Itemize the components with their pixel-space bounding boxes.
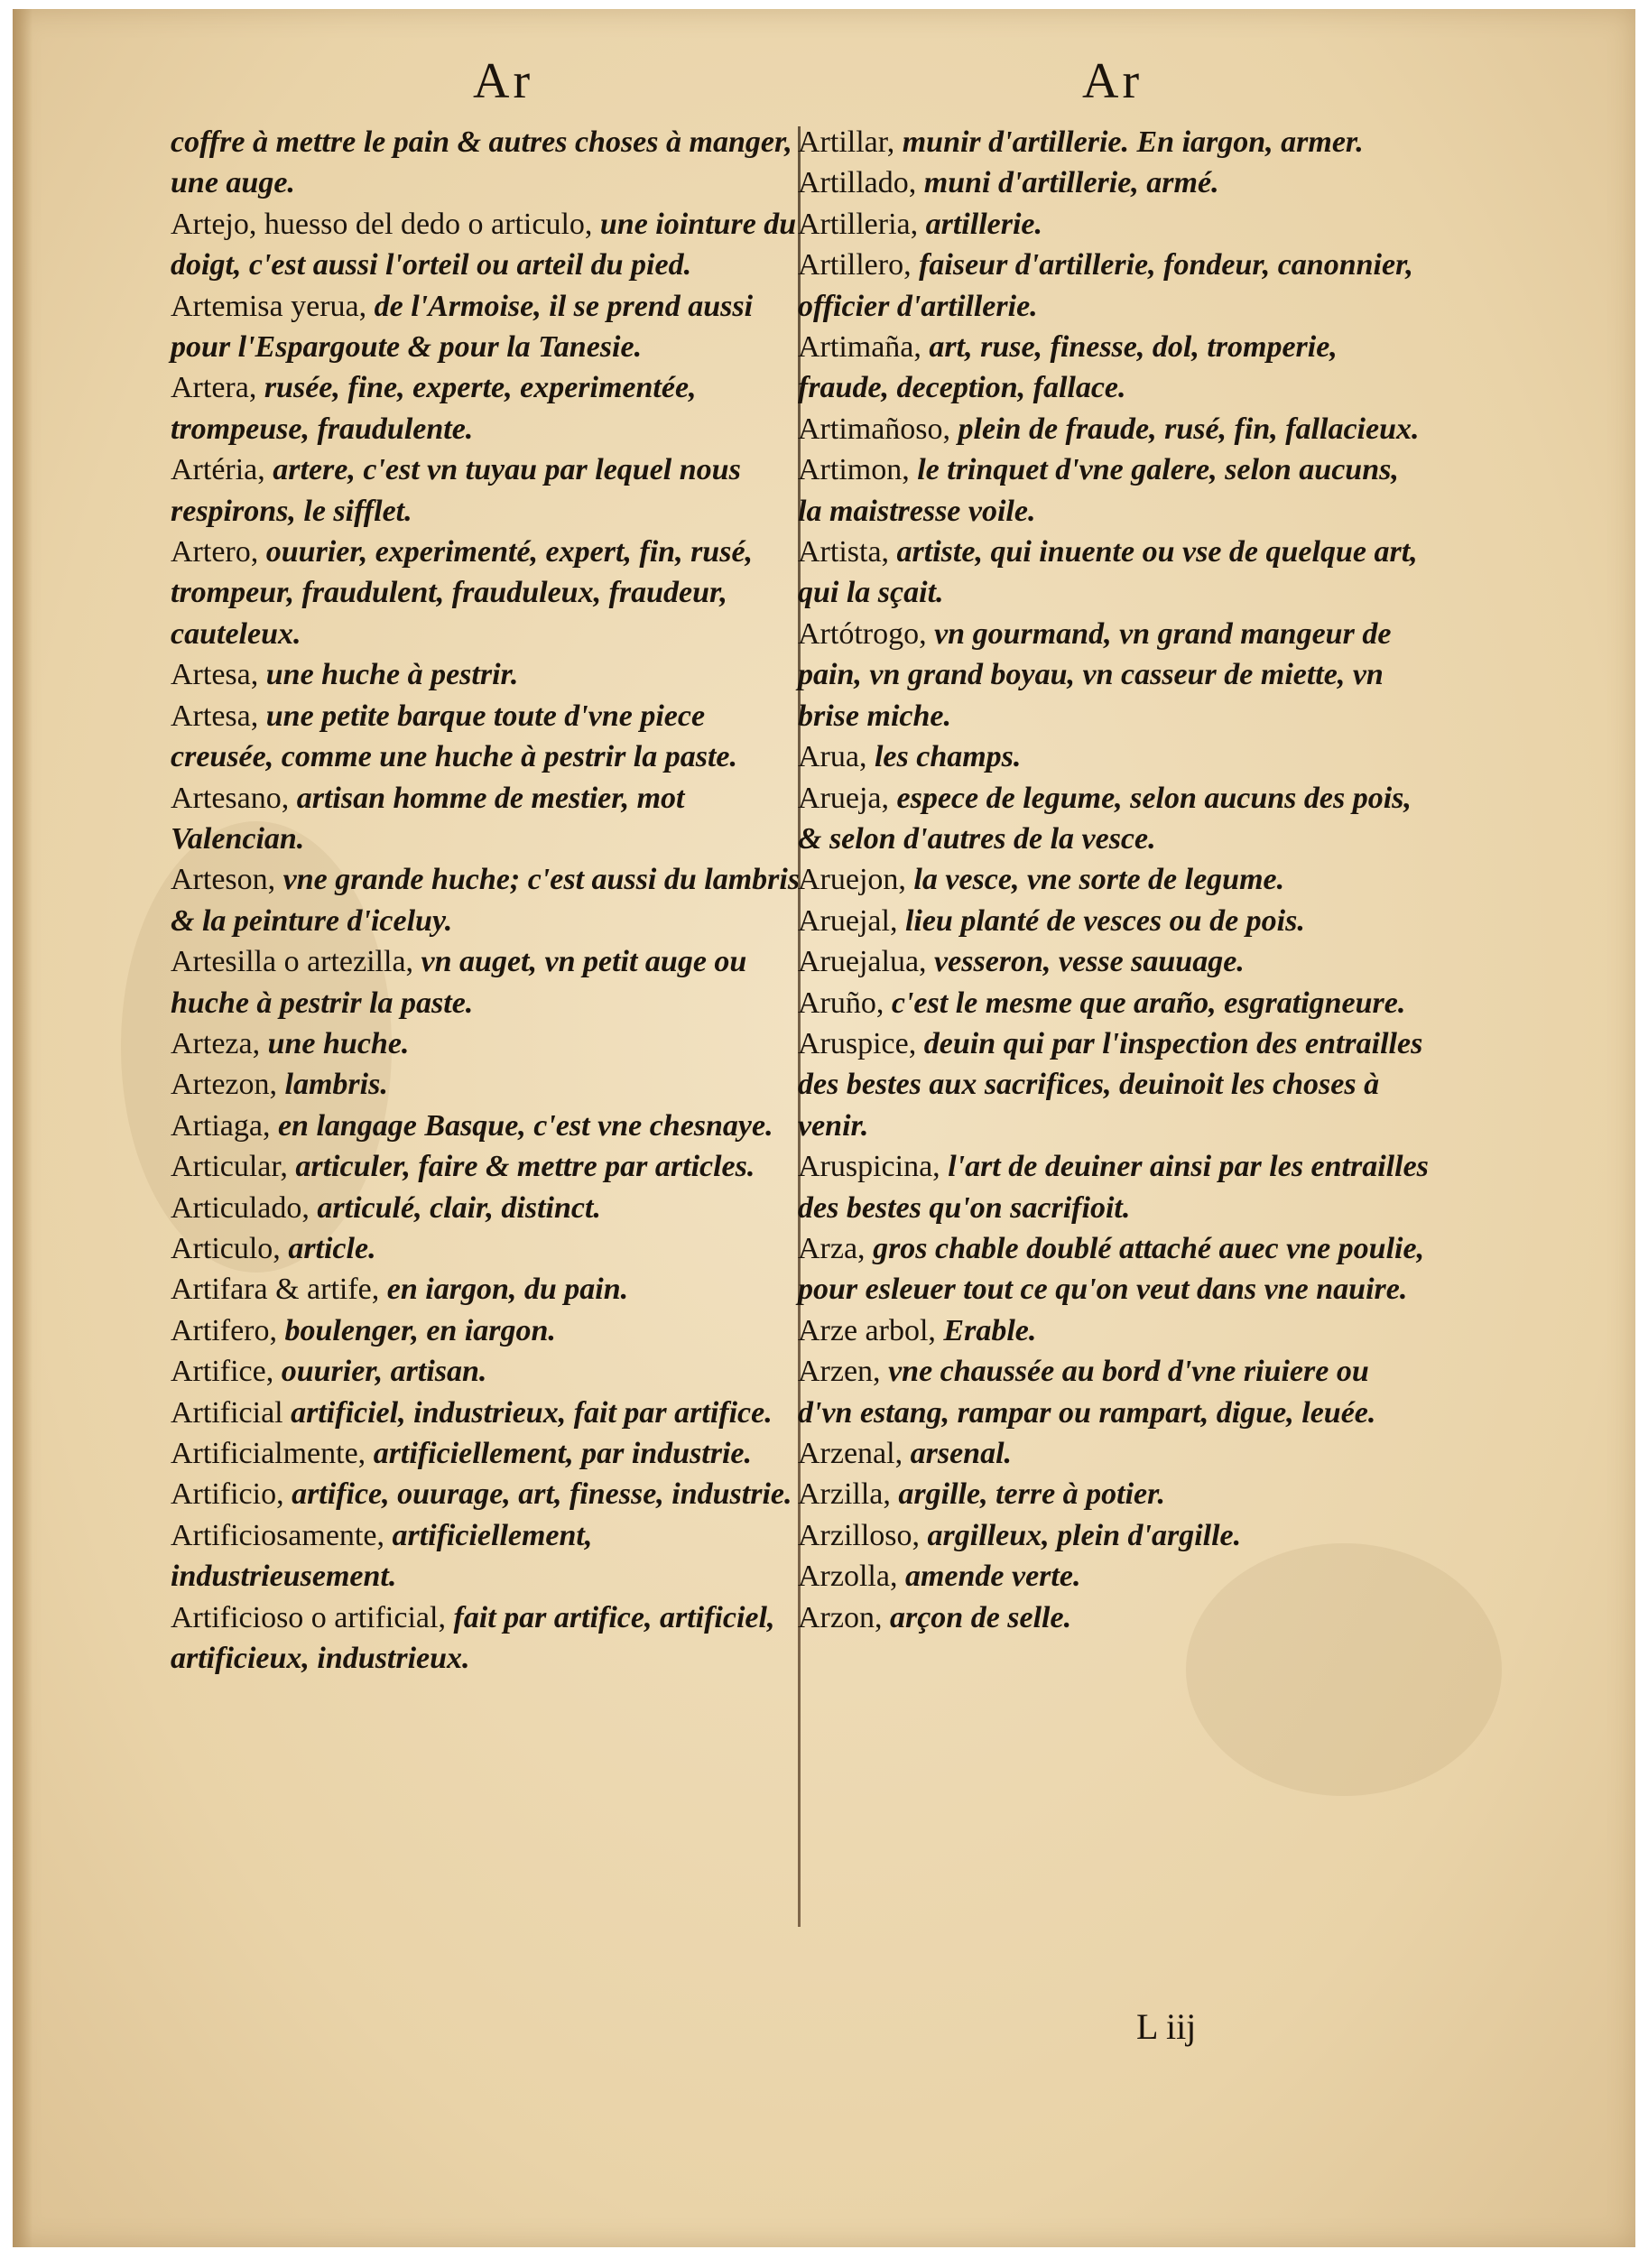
- dictionary-entry: [798, 736, 1430, 777]
- dictionary-entry: [171, 1393, 802, 1433]
- entry-headword: Articulo,: [171, 1231, 289, 1265]
- entry-headword: Artimon,: [798, 453, 918, 487]
- dictionary-entry: [798, 162, 1430, 203]
- dictionary-entry: [798, 449, 1430, 532]
- entry-headword: Artera,: [171, 371, 264, 405]
- entry-definition: le trinquet d'vne galere, selon aucuns, la maistresse voile.: [798, 453, 1399, 528]
- dictionary-entry: [171, 1023, 802, 1064]
- entry-headword: Artificialmente,: [171, 1437, 374, 1470]
- entry-headword: Artimaña,: [798, 330, 930, 365]
- entry-definition: art, ruse, finesse, dol, tromperie, fraude, deception, fallace.: [798, 330, 1338, 405]
- dictionary-entry: [171, 204, 802, 286]
- dictionary-entry: [171, 1474, 802, 1514]
- entry-definition: une huche à pestrir.: [265, 658, 519, 692]
- entry-headword: Arzolla,: [798, 1560, 905, 1594]
- entry-headword: Artemisa yerua,: [171, 289, 375, 323]
- entry-definition: en iargon, du pain.: [386, 1273, 629, 1307]
- dictionary-entry: [798, 1597, 1430, 1638]
- entry-headword: Arza,: [798, 1231, 874, 1265]
- entry-definition: c'est le mesme que araño, esgratigneure.: [891, 986, 1406, 1020]
- entry-definition: l'art de deuiner ainsi par les entrailles des bestes qu'on sacrifioit.: [798, 1150, 1429, 1225]
- entry-headword: Arze arbol,: [798, 1313, 944, 1347]
- dictionary-entry: [798, 1433, 1430, 1474]
- entry-headword: Aruejalua,: [798, 945, 935, 979]
- dictionary-entry: [798, 122, 1430, 162]
- entry-headword: Artiaga,: [171, 1108, 278, 1143]
- entry-definition: Erable.: [943, 1313, 1037, 1347]
- dictionary-entry: [171, 654, 802, 695]
- signature-mark: L iij: [1136, 2006, 1197, 2047]
- entry-headword: Articular,: [171, 1150, 296, 1184]
- dictionary-entry: [798, 614, 1430, 736]
- dictionary-entry: [798, 901, 1430, 941]
- dictionary-entry: [171, 941, 802, 1023]
- entry-headword: Artesilla o artezilla,: [171, 945, 421, 979]
- entry-definition: plein de fraude, rusé, fin, fallacieux.: [958, 412, 1420, 446]
- entry-definition: les champs.: [874, 740, 1022, 774]
- entry-definition: articuler, faire & mettre par articles.: [295, 1150, 755, 1184]
- entry-definition: lambris.: [284, 1068, 388, 1102]
- entry-definition: artisan homme de mestier, mot Valencian.: [171, 781, 685, 856]
- dictionary-entry: [798, 1310, 1430, 1351]
- entry-definition: boulenger, en iargon.: [284, 1313, 556, 1347]
- entry-definition: artificiellement, industrieusement.: [171, 1518, 593, 1594]
- entry-definition: fait par artifice, artificiel, artificieux, industrieux.: [171, 1600, 775, 1676]
- entry-headword: Artesa,: [171, 699, 266, 733]
- entry-definition: artere, c'est vn tuyau par lequel nous respirons, le sifflet.: [171, 453, 741, 528]
- entry-definition: la vesce, vne sorte de legume.: [913, 863, 1285, 897]
- entry-headword: Artesano,: [171, 781, 297, 815]
- entry-headword: Artificiosamente,: [171, 1518, 393, 1552]
- dictionary-entry: [798, 1515, 1430, 1556]
- entry-definition: arsenal.: [910, 1437, 1013, 1470]
- entry-definition: argilleux, plein d'argille.: [927, 1518, 1242, 1552]
- entry-definition: faiseur d'artillerie, fondeur, canonnier, officier d'artillerie.: [798, 248, 1413, 323]
- entry-headword: Articulado,: [171, 1190, 318, 1225]
- entry-definition: en langage Basque, c'est vne chesnaye.: [277, 1108, 773, 1143]
- dictionary-entry: [798, 532, 1430, 614]
- dictionary-entry: [171, 1228, 802, 1269]
- entry-headword: Arteson,: [171, 863, 283, 897]
- dictionary-entry: [171, 859, 802, 941]
- dictionary-entry: [171, 1433, 802, 1474]
- entry-definition: article.: [288, 1231, 376, 1265]
- entry-headword: Aruspice,: [798, 1026, 924, 1060]
- entry-definition: vesseron, vesse sauuage.: [934, 945, 1245, 979]
- entry-definition: articulé, clair, distinct.: [317, 1190, 601, 1225]
- entry-definition: espece de legume, selon aucuns des pois, & selon d'autres de la vesce.: [798, 781, 1412, 856]
- dictionary-entry: [798, 1556, 1430, 1597]
- entry-headword: Artista,: [798, 535, 897, 569]
- dictionary-entry: [171, 449, 802, 532]
- entry-headword: Artificio,: [171, 1477, 292, 1512]
- entry-headword: Aruejal,: [798, 903, 905, 938]
- entry-definition: vn gourmand, vn grand mangeur de pain, vn grand boyau, vn casseur de miette, vn brise miche.: [798, 616, 1392, 733]
- entry-definition: une petite barque toute d'vne piece creusée, comme une huche à pestrir la paste.: [171, 699, 738, 774]
- entry-definition: arçon de selle.: [889, 1600, 1072, 1634]
- entry-headword: Artifice,: [171, 1355, 282, 1389]
- entry-definition: vn auget, vn petit auge ou huche à pestrir la paste.: [171, 945, 747, 1020]
- page-gutter-shadow: [13, 9, 32, 2247]
- entry-headword: Artifara & artife,: [171, 1273, 387, 1307]
- left-column: [171, 122, 802, 1679]
- entry-definition: ouurier, experimenté, expert, fin, rusé, trompeur, fraudulent, frauduleux, fraudeur, cauteleux.: [171, 535, 754, 651]
- entry-definition: rusée, fine, experte, experimentée, trompeuse, fraudulente.: [171, 371, 697, 446]
- entry-headword: Artimañoso,: [798, 412, 958, 446]
- entry-headword: Artificioso o artificial,: [171, 1600, 454, 1634]
- running-head-right: Ar: [1082, 53, 1144, 109]
- entry-definition: deuin qui par l'inspection des entrailles des bestes aux sacrifices, deuinoit les choses à venir.: [798, 1026, 1423, 1143]
- entry-definition: vne chaussée au bord d'vne riuiere ou d'vn estang, rampar ou rampart, digue, leuée.: [798, 1355, 1376, 1430]
- dictionary-entry: [171, 1106, 802, 1146]
- dictionary-entry: [171, 1351, 802, 1392]
- entry-headword: Artilleria,: [798, 207, 926, 241]
- entry-headword: Aruspicina,: [798, 1150, 949, 1184]
- entry-definition: artiste, qui inuente ou vse de quelque art, qui la sçait.: [798, 535, 1418, 610]
- entry-definition: muni d'artillerie, armé.: [923, 166, 1219, 200]
- entry-headword: Arzilloso,: [798, 1518, 928, 1552]
- entry-headword: Aruño,: [798, 986, 892, 1020]
- dictionary-entry: [171, 1597, 802, 1680]
- dictionary-entry: [798, 1146, 1430, 1228]
- entry-headword: Aruejon,: [798, 863, 914, 897]
- dictionary-entry: [171, 1269, 802, 1310]
- book-page: [13, 9, 1635, 2247]
- dictionary-entry: [171, 1310, 802, 1351]
- entry-headword: Artesa,: [171, 658, 266, 692]
- dictionary-entry: [171, 778, 802, 860]
- right-column: [798, 122, 1430, 1638]
- entry-headword: Artero,: [171, 535, 266, 569]
- entry-definition: artillerie.: [925, 207, 1043, 241]
- entry-headword: Artejo, huesso del dedo o articulo,: [171, 207, 600, 241]
- entry-definition: coffre à mettre le pain & autres choses à manger, une auge.: [171, 125, 792, 200]
- entry-headword: Arzon,: [798, 1600, 890, 1634]
- dictionary-entry: [171, 696, 802, 778]
- dictionary-entry: [171, 1064, 802, 1105]
- entry-definition: une huche.: [267, 1026, 410, 1060]
- dictionary-entry: [798, 204, 1430, 245]
- running-head-left: Ar: [473, 53, 534, 109]
- entry-headword: Artéria,: [171, 453, 273, 487]
- entry-headword: Arzenal,: [798, 1437, 911, 1470]
- dictionary-entry: [798, 778, 1430, 860]
- dictionary-entry: [798, 409, 1430, 449]
- entry-definition: amende verte.: [904, 1560, 1081, 1594]
- dictionary-entry: [171, 1146, 802, 1187]
- entry-definition: artifice, ouurage, art, finesse, industrie.: [292, 1477, 792, 1512]
- entry-definition: de l'Armoise, il se prend aussi pour l'Espargoute & pour la Tanesie.: [171, 289, 754, 365]
- entry-headword: Arteza,: [171, 1026, 268, 1060]
- entry-headword: Arua,: [798, 740, 875, 774]
- entry-definition: vne grande huche; c'est aussi du lambris & la peinture d'iceluy.: [171, 863, 801, 938]
- dictionary-entry: [798, 983, 1430, 1023]
- dictionary-entry: [798, 1228, 1430, 1310]
- entry-definition: gros chable doublé attaché auec vne poulie, pour esleuer tout ce qu'on veut dans vne nauire.: [798, 1231, 1425, 1307]
- entry-headword: Artificial: [171, 1395, 292, 1430]
- entry-headword: Artillero,: [798, 248, 920, 282]
- dictionary-entry: [171, 532, 802, 654]
- entry-headword: Artillado,: [798, 166, 924, 200]
- dictionary-entry: [171, 286, 802, 368]
- entry-definition: lieu planté de vesces ou de pois.: [904, 903, 1305, 938]
- entry-definition: artificiel, industrieux, fait par artifice.: [291, 1395, 773, 1430]
- entry-definition: ouurier, artisan.: [281, 1355, 487, 1389]
- entry-headword: Arueja,: [798, 781, 897, 815]
- entry-headword: Artótrogo,: [798, 616, 935, 651]
- dictionary-entry: [798, 941, 1430, 982]
- dictionary-entry: [171, 1515, 802, 1597]
- dictionary-entry: [171, 122, 802, 204]
- dictionary-entry: [171, 367, 802, 449]
- entry-headword: Arzen,: [798, 1355, 889, 1389]
- entry-definition: artificiellement, par industrie.: [373, 1437, 753, 1470]
- entry-definition: argille, terre à potier.: [898, 1477, 1165, 1512]
- dictionary-entry: [798, 327, 1430, 409]
- dictionary-entry: [798, 1023, 1430, 1146]
- entry-headword: Artillar,: [798, 125, 903, 159]
- dictionary-entry: [798, 1351, 1430, 1433]
- dictionary-entry: [798, 1474, 1430, 1514]
- dictionary-entry: [798, 859, 1430, 900]
- dictionary-entry: [798, 245, 1430, 327]
- entry-headword: Arzilla,: [798, 1477, 899, 1512]
- entry-headword: Artifero,: [171, 1313, 285, 1347]
- dictionary-entry: [171, 1188, 802, 1228]
- entry-headword: Artezon,: [171, 1068, 285, 1102]
- entry-definition: munir d'artillerie. En iargon, armer.: [902, 125, 1364, 159]
- entry-definition: une iointure du doigt, c'est aussi l'orteil ou arteil du pied.: [171, 207, 797, 282]
